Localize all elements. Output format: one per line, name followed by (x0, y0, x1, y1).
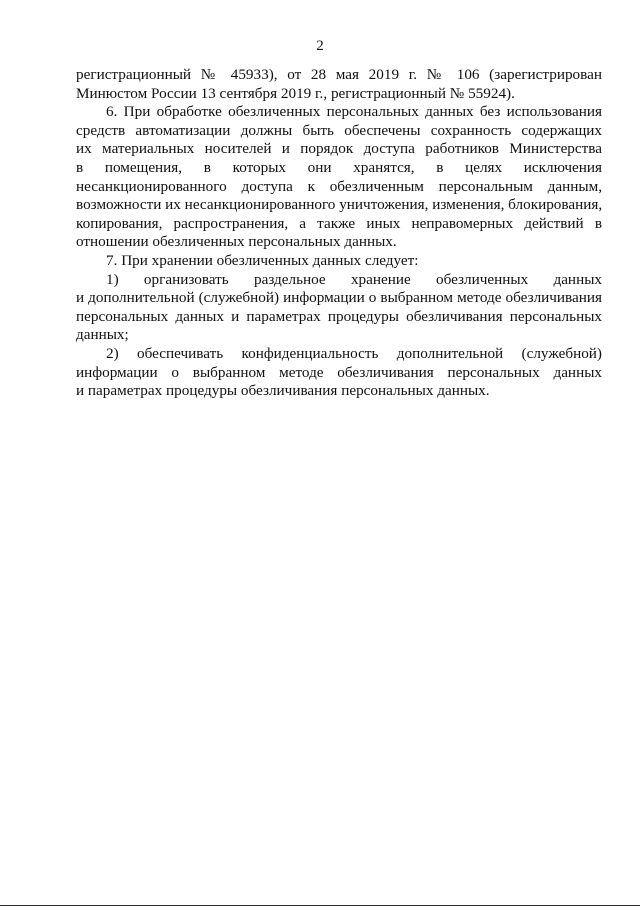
text-line: средств автоматизации должны быть обеспечены сохранность содержащих (76, 121, 602, 139)
text-line: в помещения, в которых они хранятся, в целях исключения (76, 158, 602, 176)
text-line: их материальных носителей и порядок доступа работников Министерства (76, 140, 602, 158)
text-line: 6. При обработке обезличенных персональных данных без использования (106, 103, 602, 121)
page-number: 2 (316, 38, 324, 54)
text-line: информации о выбранном методе обезличивания персональных данных (76, 363, 602, 381)
text-line: регистрационный № 45933), от 28 мая 2019 г. № 106 (зарегистрирован (76, 66, 602, 83)
text-line: 1) организовать раздельное хранение обезличенных данных (106, 270, 602, 288)
text-line: возможности их несанкционированного уничтожения, изменения, блокирования, (76, 196, 602, 214)
text-line: персональных данных и параметрах процедуры обезличивания персональных (76, 307, 602, 325)
text-line: несанкционированного доступа к обезличенным персональным данным, (76, 177, 602, 195)
text-line: копирования, распространения, а также иных неправомерных действий в (76, 214, 602, 232)
text-line: 2) обеспечивать конфиденциальность дополнительной (служебной) (106, 344, 602, 362)
text-line: данных; (76, 326, 129, 344)
text-line: и дополнительной (служебной) информации о выбранном методе обезличивания (76, 289, 602, 307)
text-line: и параметрах процедуры обезличивания персональных данных. (76, 382, 490, 400)
text-line: 7. При хранении обезличенных данных следует: (106, 251, 419, 269)
document-body (76, 66, 602, 401)
text-line: отношении обезличенных персональных данных. (76, 233, 397, 251)
text-line: Минюстом России 13 сентября 2019 г., регистрационный № 55924). (76, 84, 515, 102)
